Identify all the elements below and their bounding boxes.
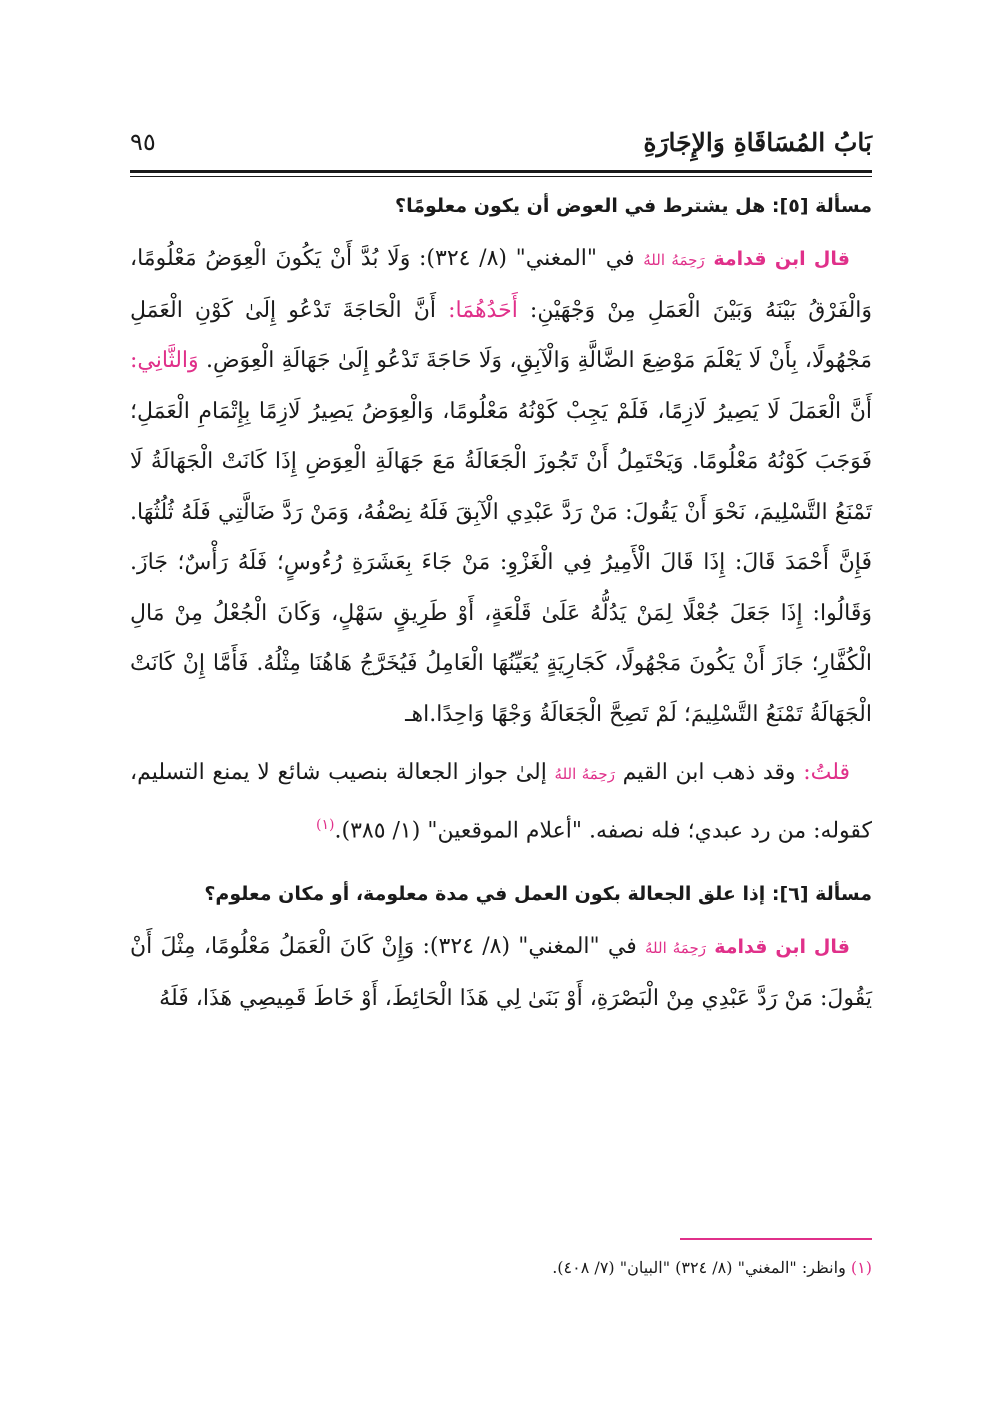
page-body (130, 186, 872, 1024)
footnote (130, 1254, 872, 1282)
honorific-glyph: رَحِمَهُ اللهُ (554, 765, 615, 783)
first-reason-label: أَحَدُهُمَا: (448, 297, 518, 323)
header-rule-thin (130, 176, 872, 177)
author-note-text-2: إلىٰ جواز الجعالة بنصيب شائع لا يمنع التسليم، كقوله: من رد عبدي؛ فله نصفه. "أعلام الموقعين" (١/ ٣٨٥). (130, 760, 872, 843)
honorific-glyph: رَحِمَهُ اللهُ (643, 251, 705, 269)
quote-text-3: أَنَّ الْعَمَلَ لَا يَصِيرُ لَازِمًا، فَلَمْ يَجِبْ كَوْنُهُ مَعْلُومًا، وَالْعِوَضُ يَصِيرُ لَازِمًا بِإِتْمَامِ الْعَمَلِ؛ فَوَجَبَ كَوْنُهُ مَعْلُومًا. وَيَحْتَمِلُ أَنْ تَجُوزَ الْجَعَالَةُ مَعَ جَهَالَةِ الْعِوَضِ إِذَا كَانَتْ الْجَهَالَةُ لَا تَمْنَعُ التَّسْلِيمَ، نَحْوَ أَنْ يَقُولَ: مَنْ رَدَّ عَبْدِي الْآبِقَ فَلَهُ نِصْفُهُ، وَمَنْ رَدَّ ضَالَّتِي فَلَهُ ثُلُثُهَا. فَإِنَّ أَحْمَدَ قَالَ: إِذَا قَالَ الْأَمِيرُ فِي الْغَزْوِ: مَنْ جَاءَ بِعَشَرَةِ رُءُوسٍ؛ فَلَهُ رَأْسٌ؛ جَازَ. وَقَالُوا: إِذَا جَعَلَ جُعْلًا لِمَنْ يَدُلُّهُ عَلَىٰ قَلْعَةٍ، أَوْ طَرِيقٍ سَهْلٍ، وَكَانَ الْجُعْلُ مِنْ مَالِ الْكُفَّارِ؛ جَازَ أَنْ يَكُونَ مَجْهُولًا، كَجَارِيَةٍ يُعَيِّنُهَا الْعَامِلُ فَيُخَرَّجُ هَاهُنَا مِثْلُهُ. فَأَمَّا إِنْ كَانَتْ الْجَهَالَةُ تَمْنَعُ التَّسْلِيمَ؛ لَمْ تَصِحَّ الْجَعَالَةُ وَجْهًا وَاحِدًا.اهـ (130, 398, 872, 727)
issue-5-question: هل يشترط في العوض أن يكون معلومًا؟ (395, 195, 766, 217)
quote-text-1: وَلَا بُدَّ أَنْ يَكُونَ الْعِوَضُ مَعْلُومًا، وَالْفَرْقُ بَيْنَهُ وَبَيْنَ الْعَمَلِ مِنْ وَجْهَيْنِ: (130, 246, 873, 323)
issue-5-label: مسألة [٥]: (771, 195, 872, 217)
author-note-text-1: وقد ذهب ابن القيم (622, 760, 796, 785)
issue-5-heading (130, 186, 872, 226)
issue-5-author-note (130, 748, 872, 856)
issue-6-label: مسألة [٦]: (771, 883, 872, 906)
chapter-title: بَابُ المُسَاقَاةِ وَالإِجَارَةِ (643, 127, 872, 157)
honorific-glyph: رَحِمَهُ اللهُ (644, 939, 706, 958)
issue-6-heading (130, 874, 872, 914)
speaker-name: قال ابن قدامة (713, 248, 850, 270)
author-note-label: قلتُ: (803, 760, 851, 785)
issue-6-question: إذا علق الجعالة بكون العمل في مدة معلومة، أو مكان معلوم؟ (204, 883, 766, 906)
running-header (130, 118, 872, 166)
second-reason-label: وَالثَّانِي: (130, 348, 199, 373)
footnote-reference[interactable]: (١) (316, 816, 335, 833)
quote-text-2: أَنَّ الْحَاجَةَ تَدْعُو إِلَىٰ كَوْنِ الْعَمَلِ مَجْهُولًا، بِأَنْ لَا يَعْلَمَ مَوْضِعَ الضَّالَّةِ وَالْآبِقِ، وَلَا حَاجَةَ تَدْعُو إِلَىٰ جَهَالَةِ الْعِوَضِ. (130, 297, 872, 373)
source-citation: في "المغني" (٨/ ٣٢٤): (419, 246, 635, 271)
quote-text-1: وَإِنْ كَانَ الْعَمَلُ مَعْلُومًا، مِثْلَ أَنْ يَقُولَ: مَنْ رَدَّ عَبْدِي مِنْ الْبَصْرَةِ، أَوْ بَنَىٰ لِي هَذَا الْحَائِطَ، أَوْ خَاطَ قَمِيصِي هَذَا، فَلَهُ (130, 934, 872, 1011)
page-number: ٩٥ (130, 128, 156, 156)
footnote-separator (680, 1238, 872, 1240)
issue-6-quote-paragraph (130, 922, 872, 1024)
footnote-number: (١) (850, 1258, 872, 1277)
footnote-text: وانظر: "المغني" (٨/ ٣٢٤) "البيان" (٧/ ٤٠٨). (552, 1258, 846, 1277)
issue-5-quote-paragraph (130, 234, 872, 740)
source-citation: في "المغني" (٨/ ٣٢٤): (422, 934, 637, 960)
speaker-name: قال ابن قدامة (714, 936, 850, 959)
header-rule-thick (130, 170, 872, 173)
